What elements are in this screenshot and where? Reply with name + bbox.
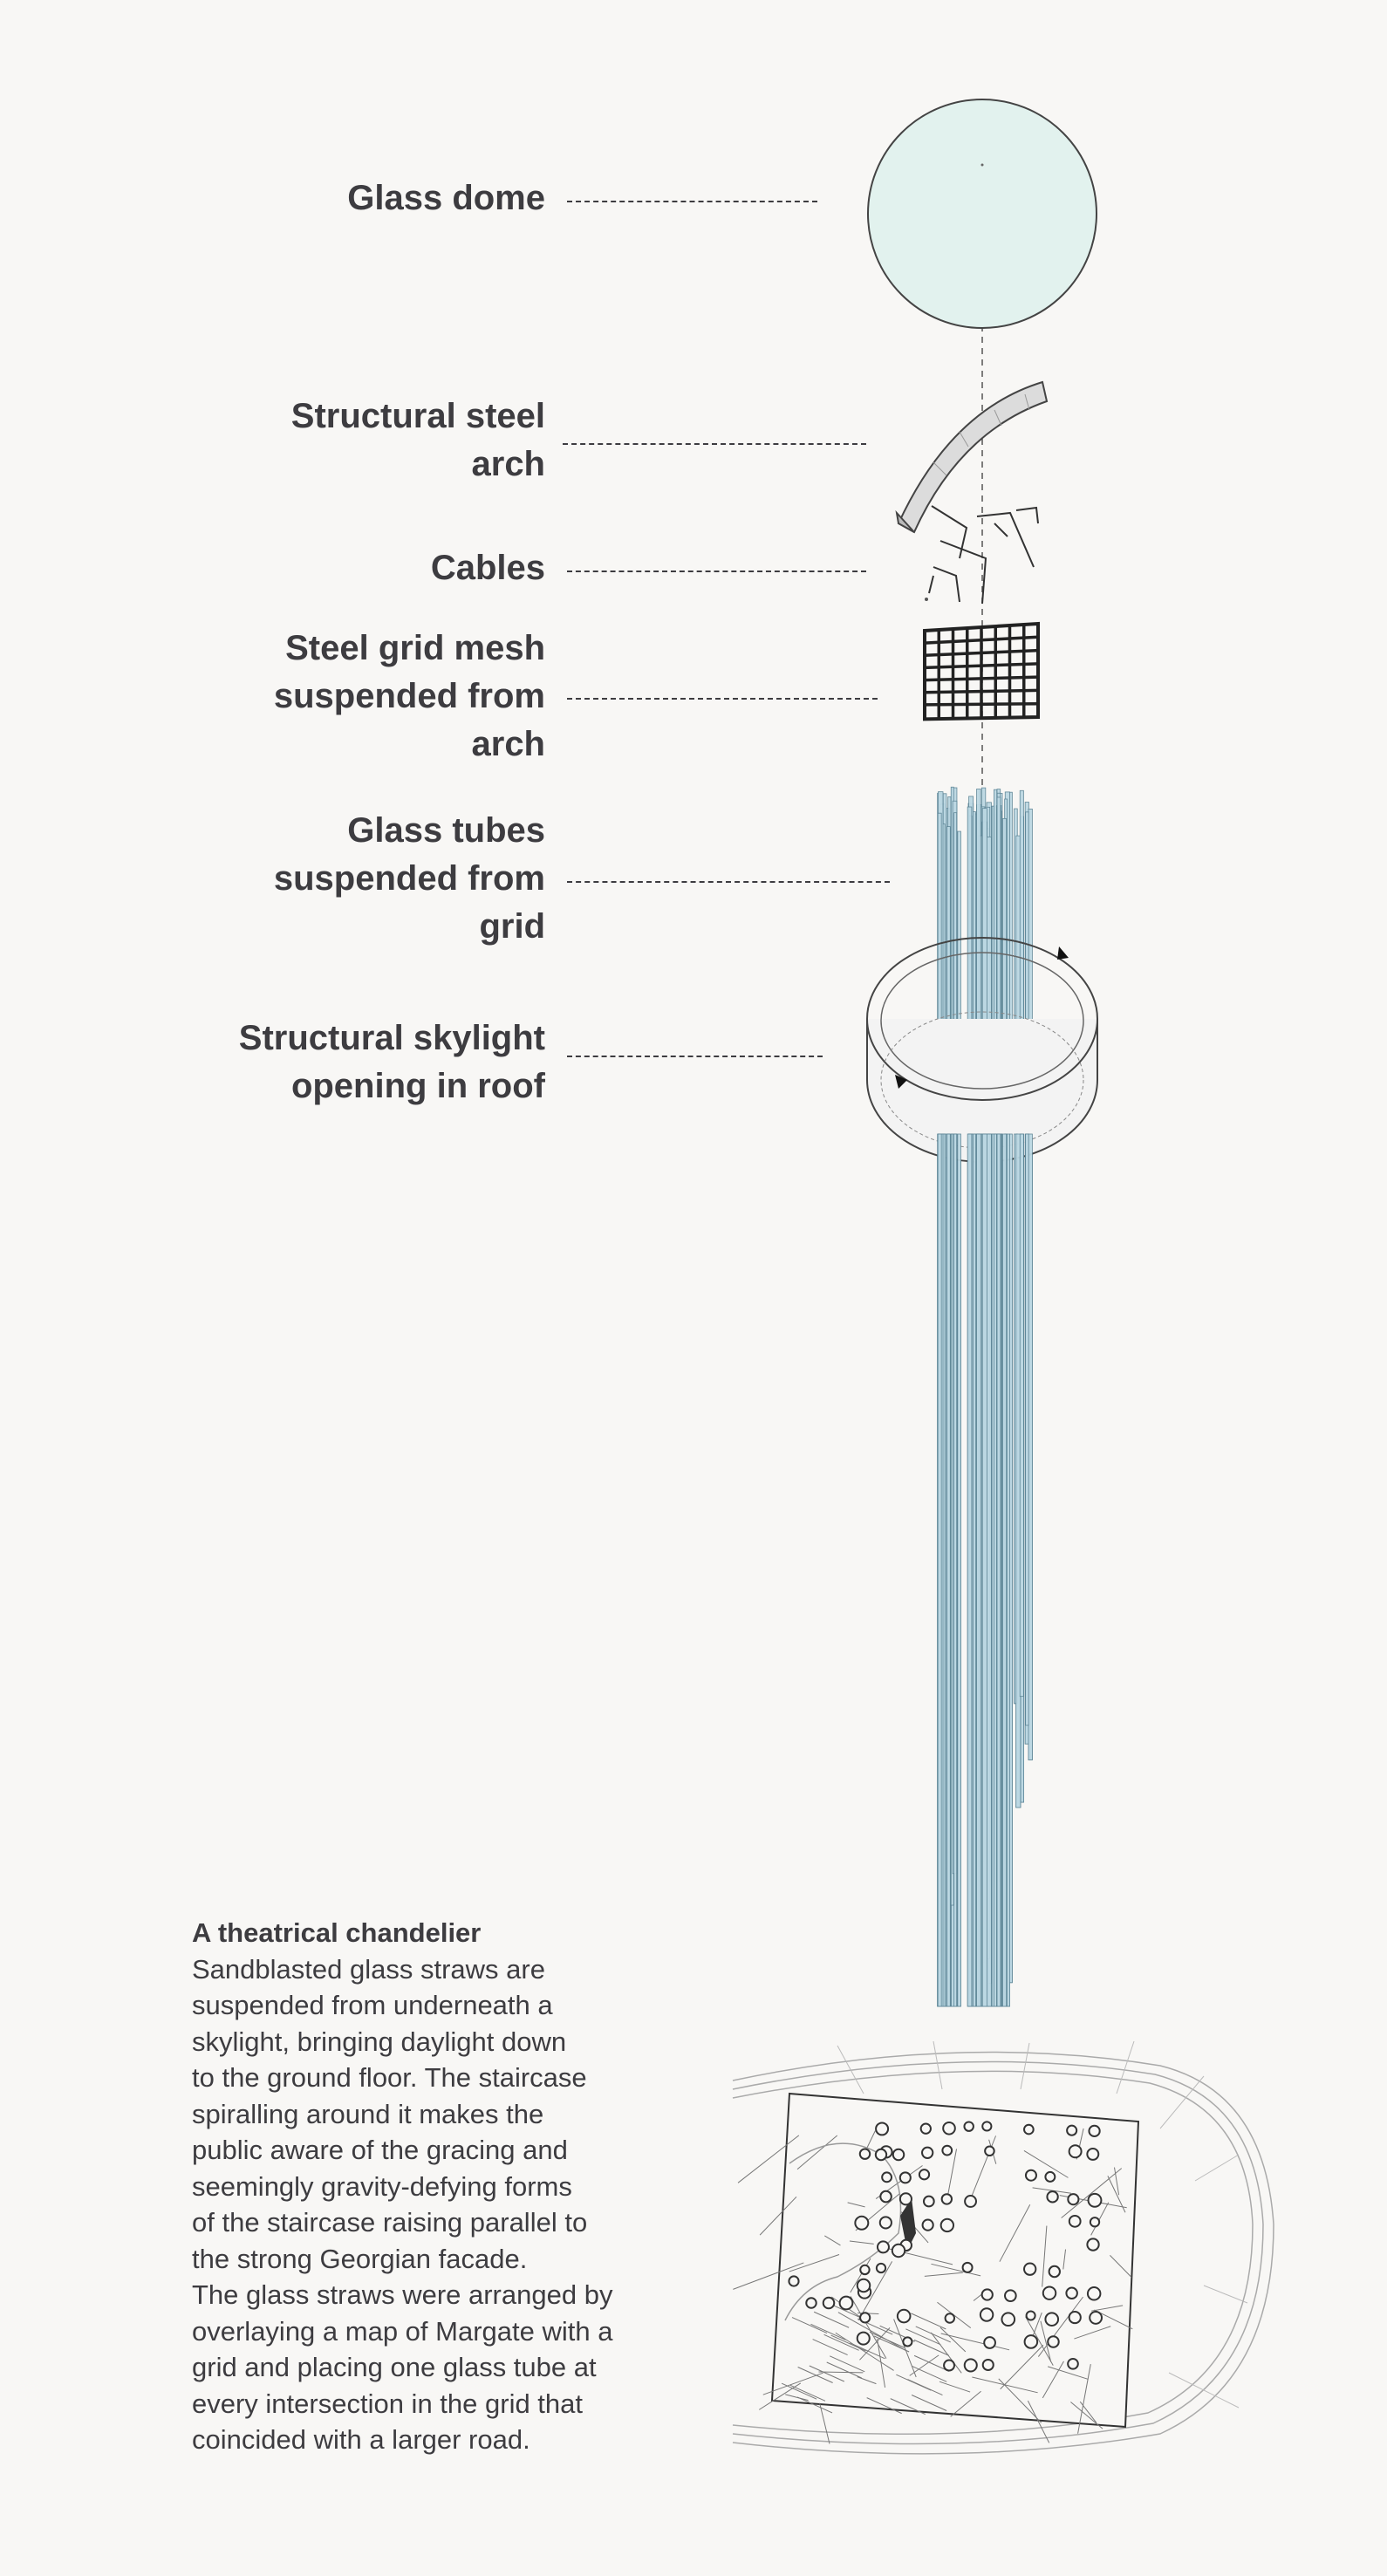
caption-line: of the staircase raising parallel to (192, 2207, 588, 2238)
caption-line: to the ground floor. The staircase (192, 2062, 587, 2093)
label-steel-arch (291, 393, 545, 489)
caption-line: The glass straws were arranged by (192, 2279, 613, 2310)
label-line: Cables (430, 549, 545, 587)
caption-title: A theatrical chandelier (192, 1917, 482, 1948)
leader-line-skylight (567, 1056, 823, 1057)
caption-line: public aware of the gracing and (192, 2135, 568, 2165)
steel-grid-mesh-shape (925, 624, 1038, 719)
label-line: Structural skylight (238, 1019, 545, 1057)
caption-line: skylight, bringing daylight down (192, 2026, 567, 2057)
label-line: suspended from (273, 859, 545, 898)
label-line: suspended from (273, 677, 545, 715)
caption-line: every intersection in the grid that (192, 2388, 584, 2419)
label-glass-tubes (274, 807, 545, 951)
caption-block (192, 1915, 646, 2458)
leader-line-steel-arch (563, 443, 866, 445)
caption-line: seemingly gravity-defying forms (192, 2170, 572, 2202)
leader-line-glass-dome (567, 201, 817, 202)
label-line: arch (471, 445, 545, 483)
label-skylight (239, 1015, 545, 1110)
leader-line-cables (567, 571, 866, 572)
caption-line: grid and placing one glass tube at (192, 2352, 597, 2382)
label-line: arch (471, 725, 545, 763)
caption-line: coincided with a larger road. (192, 2424, 530, 2455)
leader-line-grid-mesh (567, 698, 878, 700)
cables-shape (929, 506, 1038, 604)
margate-map (733, 2041, 1274, 2454)
caption-line: Sandblasted glass straws are (192, 1953, 545, 1985)
caption-line: the strong Georgian facade. (192, 2243, 528, 2274)
caption-line: overlaying a map of Margate with a (192, 2315, 613, 2347)
label-grid-mesh (274, 625, 545, 769)
glass-dome-shape (868, 99, 1097, 328)
label-line: Glass tubes (347, 811, 545, 850)
label-line: Steel grid mesh (285, 629, 545, 667)
leader-line-glass-tubes (567, 881, 890, 883)
label-cables (431, 544, 545, 592)
label-line: grid (479, 907, 545, 946)
caption-line: spiralling around it makes the (192, 2098, 544, 2129)
label-glass-dome (347, 174, 545, 222)
label-line: Structural steel (290, 397, 545, 435)
label-line: opening in roof (290, 1067, 545, 1105)
label-line: Glass dome (347, 179, 545, 217)
caption-line: suspended from underneath a (192, 1990, 553, 2020)
